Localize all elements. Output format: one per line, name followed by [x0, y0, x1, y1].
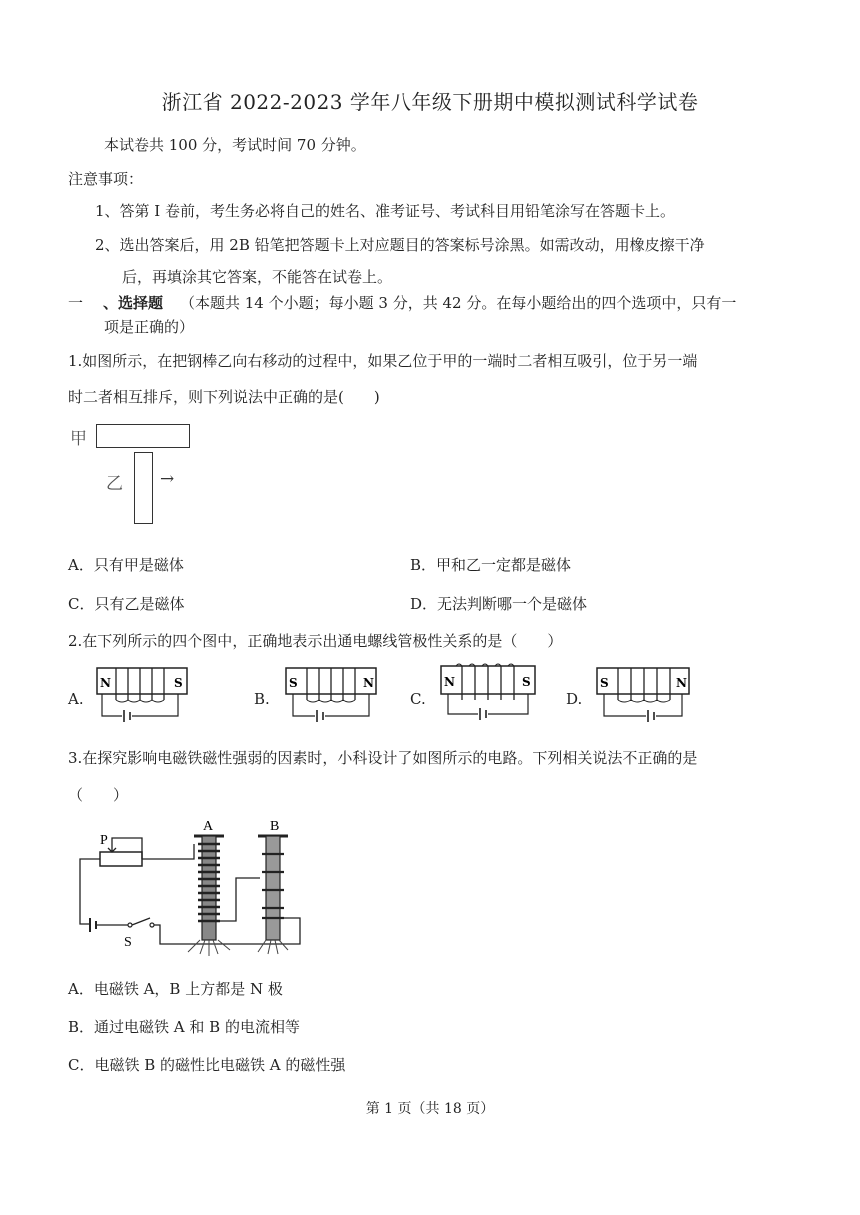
notice-item-2: 2、选出答案后，用 2B 铅笔把答题卡上对应题目的答案标号涂黑。如需改动，用橡皮擦干净 — [95, 236, 705, 254]
notice-label: 注意事项： — [68, 170, 144, 188]
pole-label: S — [289, 676, 298, 690]
page-number: 第 1 页（共 18 页） — [365, 1101, 495, 1117]
question-2-stem: 2.在下列所示的四个图中，正确地表示出通电螺线管极性关系的是（ ） — [68, 632, 563, 650]
section-description-cont: 项是正确的） — [104, 318, 195, 336]
solenoid-diagram-a[interactable] — [96, 666, 190, 728]
figure-label-yi: 乙 — [106, 474, 123, 494]
question-1-stem-cont: 时二者相互排斥，则下列说法中正确的是( ) — [68, 388, 380, 406]
question-3-stem: 3.在探究影响电磁铁磁性强弱的因素时，小科设计了如图所示的电路。下列相关说法不正确的是 — [68, 749, 698, 767]
question-1-stem: 1.如图所示，在把钢棒乙向右移动的过程中，如果乙位于甲的一端时二者相互吸引，位于另一端 — [68, 352, 698, 370]
question-2-option-c-label[interactable]: C. — [410, 690, 426, 708]
solenoid-diagram-d[interactable] — [596, 666, 692, 728]
question-2-option-d-label[interactable]: D. — [566, 690, 583, 708]
pole-label: S — [522, 675, 531, 689]
question-1-option-b[interactable]: B．甲和乙一定都是磁体 — [410, 556, 572, 574]
section-label: 、选择题 — [103, 294, 164, 312]
rheostat — [100, 852, 142, 866]
section-description: （本题共 14 个小题；每小题 3 分，共 42 分。在每小题给出的四个选项中，只有一 — [180, 294, 737, 312]
move-right-arrow: → — [160, 469, 175, 489]
section-number: 一 — [68, 294, 84, 312]
pole-label: N — [676, 676, 687, 690]
pole-label: N — [100, 676, 111, 690]
notice-item-1: 1、答第 I 卷前，考生务必将自己的姓名、准考证号、考试科目用铅笔涂写在答题卡上。 — [95, 202, 676, 220]
label-s: S — [124, 935, 132, 950]
page-title: 浙江省 2022-2023 学年八年级下册期中模拟测试科学试卷 — [161, 90, 699, 114]
figure-label-jia: 甲 — [70, 429, 87, 449]
pole-label: S — [600, 676, 609, 690]
question-1-option-a[interactable]: A．只有甲是磁体 — [68, 556, 184, 574]
exam-summary: 本试卷共 100 分，考试时间 70 分钟。 — [104, 136, 366, 154]
question-3-option-c[interactable]: C．电磁铁 B 的磁性比电磁铁 A 的磁性强 — [68, 1056, 346, 1074]
label-a: A — [203, 819, 214, 834]
electromagnet-b — [266, 836, 280, 940]
switch-s — [132, 918, 150, 925]
pole-label: N — [363, 676, 374, 690]
solenoid-diagram-b[interactable] — [285, 666, 379, 728]
label-p: P — [100, 833, 108, 848]
pole-label: N — [444, 675, 455, 689]
steel-bar-jia — [96, 424, 190, 448]
steel-bar-yi — [134, 452, 153, 524]
slider-p — [108, 844, 116, 852]
electromagnet-circuit-diagram — [72, 814, 308, 964]
question-1-option-d[interactable]: D．无法判断哪一个是磁体 — [410, 595, 588, 613]
question-2-option-a-label[interactable]: A. — [68, 690, 84, 708]
question-3-stem-cont: （ ） — [68, 786, 129, 804]
pole-label: S — [174, 676, 183, 690]
question-3-option-a[interactable]: A．电磁铁 A，B 上方都是 N 极 — [68, 980, 283, 998]
notice-item-2-cont: 后，再填涂其它答案，不能答在试卷上。 — [122, 268, 393, 286]
question-2-option-b-label[interactable]: B. — [254, 690, 270, 708]
question-1-option-c[interactable]: C．只有乙是磁体 — [68, 595, 185, 613]
solenoid-diagram-c[interactable] — [440, 664, 538, 728]
label-b: B — [270, 819, 280, 834]
question-3-option-b[interactable]: B．通过电磁铁 A 和 B 的电流相等 — [68, 1018, 300, 1036]
